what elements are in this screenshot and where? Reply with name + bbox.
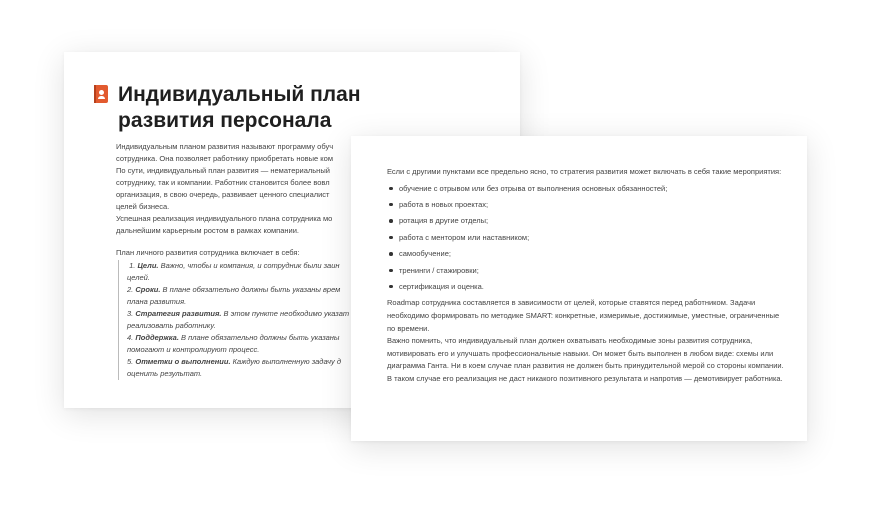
plan-item: 5. Отметки о выполнении. Каждую выполненную задачу д — [127, 357, 341, 366]
list-item: ротация в другие отделы; — [387, 215, 787, 227]
plan-item: 3. Стратегия развития. В этом пункте необходимо указат — [127, 309, 350, 318]
paragraph-line: По сути, индивидуальный план развития — нематериальный — [116, 166, 330, 175]
plan-item-cont: реализовать работнику. — [127, 321, 216, 330]
list-item: работа с ментором или наставником; — [387, 232, 787, 244]
plan-item-cont: помогают и контролируют процесс. — [127, 345, 260, 354]
plan-item-cont: оценить результат. — [127, 369, 203, 378]
paragraph-line: организация, в свою очередь, развивает ценного специалист — [116, 190, 330, 199]
paragraph-line: Индивидуальным планом развития называют программу обуч — [116, 142, 334, 151]
document-card-front — [351, 136, 807, 441]
paragraph-line: сотрудника. Она позволяет работнику приобретать новые ком — [116, 154, 333, 163]
plan-item-cont: целей. — [127, 273, 150, 282]
front-body — [387, 166, 787, 385]
list-item: работа в новых проектах; — [387, 199, 787, 211]
book-icon — [94, 85, 108, 103]
important-paragraph: Важно помнить, что индивидуальный план должен охватывать необходимые зоны развития сотрудника, мотивировать его и улучшать профессиональные навыки. Он может быть выполнен в любом виде: схемы или диаграмма Ганта. Ни в коем случае план развития не должен быть принудительной мерой со стороны компании. В таком случае его реализация не даст никакого позитивного результата и напротив — демотивирует работника. — [387, 336, 784, 383]
plan-item-cont: плана развития. — [127, 297, 187, 306]
title-row — [94, 82, 438, 134]
plan-item: 2. Сроки. В плане обязательно должны быть указаны врем — [127, 285, 341, 294]
roadmap-paragraph: Roadmap сотрудника составляется в зависимости от целей, которые ставятся перед работником. Задачи необходимо формировать по методике SMART: конкретные, измеримые, достижимые, уместные, ограниченные по времени. — [387, 298, 780, 333]
paragraph-line: целей бизнеса. — [116, 202, 170, 211]
front-intro: Если с другими пунктами все предельно ясно, то стратегия развития может включать в себя такие мероприятия: — [387, 167, 782, 176]
list-item: сертификация и оценка. — [387, 281, 787, 293]
list-item: самообучение; — [387, 248, 787, 260]
paragraph-line: Успешная реализация индивидуального плана сотрудника мо — [116, 214, 333, 223]
strategy-list — [387, 183, 787, 293]
list-item: обучение с отрывом или без отрыва от выполнения основных обязанностей; — [387, 183, 787, 195]
paragraph-line: сотруднику, так и компании. Работник становится более вовл — [116, 178, 330, 187]
page-title: Индивидуальный план развития персонала — [118, 83, 361, 132]
plan-item: 4. Поддержка. В плане обязательно должны быть указаны — [127, 333, 340, 342]
plan-item: 1. Цели. Важно, чтобы и компания, и сотрудник были заин — [129, 261, 340, 270]
paragraph-line: дальнейшим карьерным ростом в рамках компании. — [116, 226, 299, 235]
list-item: тренинги / стажировки; — [387, 265, 787, 277]
plan-intro: План личного развития сотрудника включает в себя: — [116, 248, 300, 257]
